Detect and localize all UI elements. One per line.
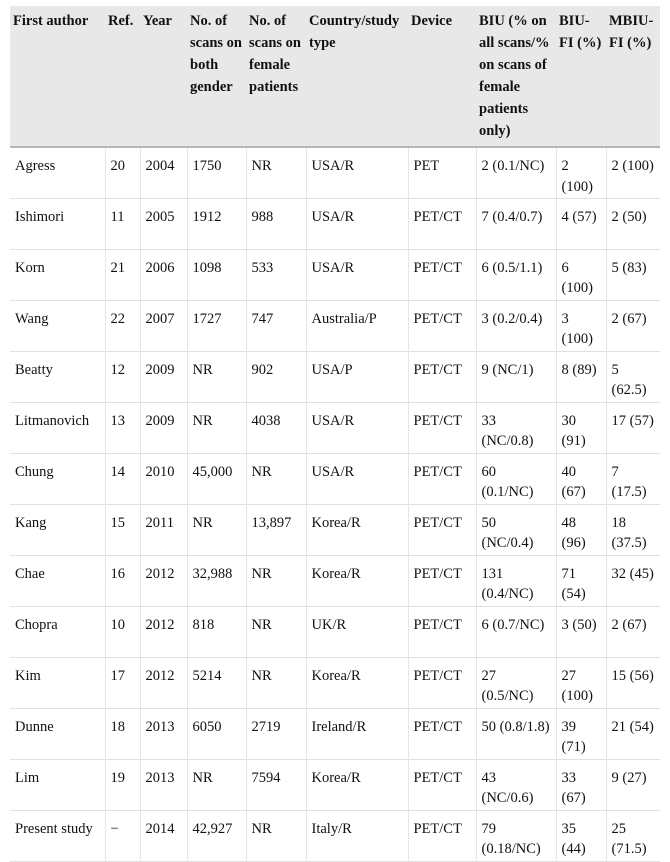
cell-scans-female: NR (246, 453, 306, 504)
cell-device: PET/CT (408, 606, 476, 657)
cell-first-author: Agress (15, 158, 56, 174)
table-row (10, 300, 660, 351)
column-header-ref: Ref. (105, 6, 140, 147)
cell-year: 2012 (140, 606, 187, 657)
table-row (10, 351, 660, 402)
cell-scans-female: 13,897 (246, 504, 306, 555)
cell-biu: 3 (0.2/0.4) (476, 300, 556, 351)
cell-ref: 16 (105, 555, 140, 606)
cell-ref: 18 (105, 708, 140, 759)
cell-device: PET (408, 147, 476, 198)
cell-country-study-type: USA/R (306, 198, 408, 249)
cell-biu-fi: 2 (100) (556, 147, 606, 198)
cell-ref: 21 (105, 249, 140, 300)
table-row (10, 759, 660, 810)
cell-biu-fi: 35 (44) (556, 810, 606, 861)
cell-mbiu-fi: 17 (57) (606, 402, 660, 453)
header-row (10, 6, 660, 147)
column-header-biu: BIU (% on all scans/% on scans of female patients only) (476, 6, 556, 147)
cell-scans-female: 747 (246, 300, 306, 351)
cell-year: 2009 (140, 402, 187, 453)
cell-year: 2013 (140, 708, 187, 759)
cell-scans-female: NR (246, 606, 306, 657)
cell-biu-fi: 48 (96) (556, 504, 606, 555)
table-row (10, 249, 660, 300)
cell-first-author: Beatty (10, 351, 105, 402)
cell-year: 2006 (140, 249, 187, 300)
cell-device: PET/CT (408, 504, 476, 555)
cell-mbiu-fi: 5 (83) (606, 249, 660, 300)
cell-first-author: Present study (10, 810, 105, 861)
cell-mbiu-fi: 32 (45) (606, 555, 660, 606)
cell-scans-both-gender: 1750 (187, 147, 246, 198)
column-header-device: Device (408, 6, 476, 147)
cell-device: PET/CT (408, 810, 476, 861)
cell-ref: 22 (105, 300, 140, 351)
cell-biu: 79 (0.18/NC) (476, 810, 556, 861)
cell-biu: 6 (0.5/1.1) (476, 249, 556, 300)
cell-scans-both-gender: 42,927 (187, 810, 246, 861)
cell-device: PET/CT (408, 198, 476, 249)
column-header-scans-female: No. of scans on female patients (246, 6, 306, 147)
cell-biu-fi: 39 (71) (556, 708, 606, 759)
cell-biu-fi: 6 (100) (556, 249, 606, 300)
cell-mbiu-fi: 2 (50) (606, 198, 660, 249)
cell-device: PET/CT (408, 555, 476, 606)
cell-biu: 43 (NC/0.6) (476, 759, 556, 810)
cell-ref: − (105, 810, 140, 861)
cell-mbiu-fi: 9 (27) (606, 759, 660, 810)
cell-mbiu-fi: 21 (54) (606, 708, 660, 759)
cell-scans-female: NR (246, 810, 306, 861)
cell-scans-both-gender: NR (187, 351, 246, 402)
cell-year: 2013 (140, 759, 187, 810)
cell-device: PET/CT (408, 249, 476, 300)
cell-first-author: Kim (10, 657, 105, 708)
cell-ref: 12 (105, 351, 140, 402)
cell-country-study-type: Australia/P (306, 300, 408, 351)
cell-biu-fi: 3 (100) (556, 300, 606, 351)
cell-biu-fi: 30 (91) (556, 402, 606, 453)
cell-country-study-type: USA/R (306, 453, 408, 504)
cell-country-study-type: Ireland/R (306, 708, 408, 759)
column-header-biu-fi: BIU-FI (%) (556, 6, 606, 147)
cell-first-author: Litmanovich (10, 402, 105, 453)
cell-first-author: Chung (10, 453, 105, 504)
cell-scans-both-gender: 45,000 (187, 453, 246, 504)
cell-device: PET/CT (408, 402, 476, 453)
table-body (10, 147, 660, 861)
cell-scans-female: 902 (246, 351, 306, 402)
cell-year: 2010 (140, 453, 187, 504)
cell-biu-fi: 71 (54) (556, 555, 606, 606)
cell-device: PET/CT (408, 759, 476, 810)
cell-scans-both-gender: 6050 (187, 708, 246, 759)
cell-ref: 15 (105, 504, 140, 555)
cell-mbiu-fi: 18 (37.5) (606, 504, 660, 555)
cell-scans-both-gender: NR (187, 504, 246, 555)
cell-year: 2007 (140, 300, 187, 351)
table-row (10, 657, 660, 708)
cell-ref: 14 (105, 453, 140, 504)
column-header-mbiu-fi: MBIU-FI (%) (606, 6, 660, 147)
cell-scans-female: 988 (246, 198, 306, 249)
cell-device: PET/CT (408, 351, 476, 402)
cell-year: 2005 (140, 198, 187, 249)
cell-country-study-type: USA/R (306, 249, 408, 300)
cell-biu-fi: 40 (67) (556, 453, 606, 504)
table-row (10, 147, 660, 198)
cell-device: PET/CT (408, 300, 476, 351)
cell-mbiu-fi: 7 (17.5) (606, 453, 660, 504)
cell-first-author: Dunne (10, 708, 105, 759)
cell-scans-female: NR (246, 147, 306, 198)
cell-scans-female: 533 (246, 249, 306, 300)
cell-biu-fi: 27 (100) (556, 657, 606, 708)
cell-ref: 13 (105, 402, 140, 453)
cell-country-study-type: Korea/R (306, 555, 408, 606)
cell-device: PET/CT (408, 708, 476, 759)
cell-first-author: Kang (10, 504, 105, 555)
cell-ref: 17 (105, 657, 140, 708)
cell-biu: 6 (0.7/NC) (476, 606, 556, 657)
cell-first-author: Korn (10, 249, 105, 300)
table-row (10, 606, 660, 657)
cell-biu: 60 (0.1/NC) (476, 453, 556, 504)
column-header-country-study-type: Country/study type (306, 6, 408, 147)
column-header-year: Year (140, 6, 187, 147)
column-header-first-author: First author (10, 6, 105, 147)
table-row (10, 708, 660, 759)
cell-biu-fi: 3 (50) (556, 606, 606, 657)
table-row (10, 453, 660, 504)
cell-year: 2011 (140, 504, 187, 555)
cell-scans-both-gender: 1098 (187, 249, 246, 300)
column-header-scans-both-gender: No. of scans on both gender (187, 6, 246, 147)
cell-country-study-type: Italy/R (306, 810, 408, 861)
cell-scans-female: 4038 (246, 402, 306, 453)
table-row (10, 402, 660, 453)
cell-device: PET/CT (408, 453, 476, 504)
cell-scans-female: 2719 (246, 708, 306, 759)
cell-scans-female: NR (246, 555, 306, 606)
cell-biu: 2 (0.1/NC) (476, 147, 556, 198)
cell-year: 2012 (140, 657, 187, 708)
cell-scans-female: NR (246, 657, 306, 708)
cell-ref: 20 (105, 147, 140, 198)
cell-first-author: Chopra (10, 606, 105, 657)
cell-first-author: Wang (10, 300, 105, 351)
cell-country-study-type: Korea/R (306, 759, 408, 810)
cell-country-study-type: USA/P (306, 351, 408, 402)
cell-year: 2009 (140, 351, 187, 402)
table-row (10, 555, 660, 606)
cell-country-study-type: Korea/R (306, 504, 408, 555)
cell-mbiu-fi: 2 (67) (606, 300, 660, 351)
cell-country-study-type: USA/R (306, 147, 408, 198)
cell-scans-both-gender: NR (187, 759, 246, 810)
cell-ref: 10 (105, 606, 140, 657)
table-row (10, 810, 660, 861)
cell-country-study-type: Korea/R (306, 657, 408, 708)
cell-scans-both-gender: 5214 (187, 657, 246, 708)
cell-first-author: Ishimori (10, 198, 105, 249)
cell-year: 2004 (140, 147, 187, 198)
cell-ref: 19 (105, 759, 140, 810)
cell-scans-both-gender: 818 (187, 606, 246, 657)
table-row (10, 504, 660, 555)
cell-device: PET/CT (408, 657, 476, 708)
table-row (10, 198, 660, 249)
cell-mbiu-fi: 25 (71.5) (606, 810, 660, 861)
cell-biu: 50 (NC/0.4) (476, 504, 556, 555)
cell-biu: 9 (NC/1) (476, 351, 556, 402)
cell-biu: 131 (0.4/NC) (476, 555, 556, 606)
cell-biu-fi: 8 (89) (556, 351, 606, 402)
cell-biu: 27 (0.5/NC) (476, 657, 556, 708)
cell-first-author: Chae (10, 555, 105, 606)
cell-biu: 33 (NC/0.8) (476, 402, 556, 453)
data-table (10, 6, 660, 862)
cell-scans-female: 7594 (246, 759, 306, 810)
cell-scans-both-gender: 1727 (187, 300, 246, 351)
cell-mbiu-fi: 2 (100) (606, 147, 660, 198)
cell-biu: 7 (0.4/0.7) (476, 198, 556, 249)
cell-first-author: Lim (10, 759, 105, 810)
cell-country-study-type: UK/R (306, 606, 408, 657)
cell-biu: 50 (0.8/1.8) (476, 708, 556, 759)
cell-mbiu-fi: 5 (62.5) (606, 351, 660, 402)
cell-year: 2012 (140, 555, 187, 606)
cell-biu-fi: 33 (67) (556, 759, 606, 810)
cell-country-study-type: USA/R (306, 402, 408, 453)
cell-mbiu-fi: 2 (67) (606, 606, 660, 657)
cell-scans-both-gender: 1912 (187, 198, 246, 249)
cell-scans-both-gender: 32,988 (187, 555, 246, 606)
cell-ref: 11 (105, 198, 140, 249)
cell-mbiu-fi: 15 (56) (606, 657, 660, 708)
cell-biu-fi: 4 (57) (556, 198, 606, 249)
cell-scans-both-gender: NR (187, 402, 246, 453)
cell-year: 2014 (140, 810, 187, 861)
